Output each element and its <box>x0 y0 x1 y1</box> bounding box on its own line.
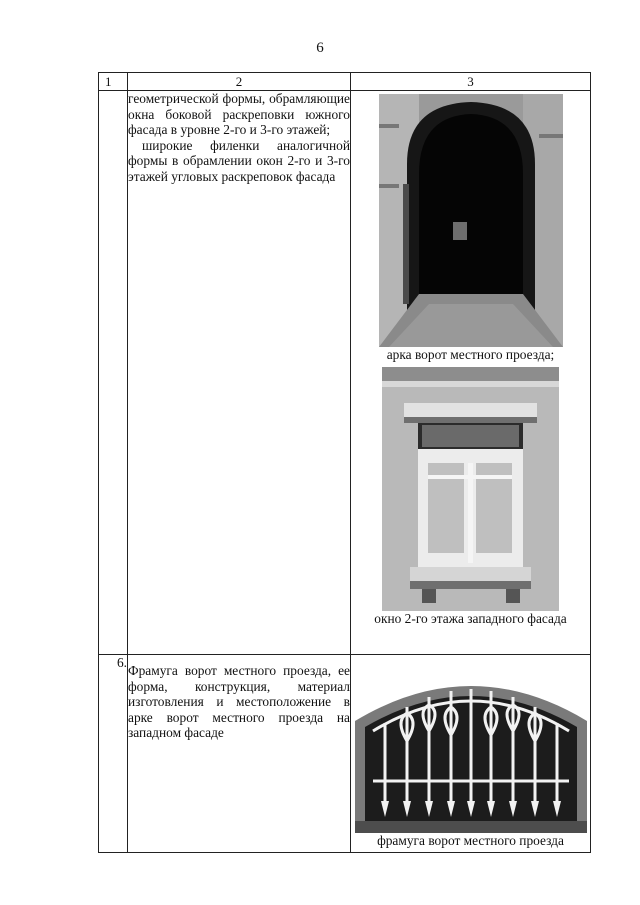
row-description: Фрамуга ворот местного проезда, ее форма, конструкция, материал изготовления и местоположение в арке ворот местного проезда на западном фасаде <box>128 655 351 853</box>
row-figures <box>351 655 591 853</box>
row-number: 6. <box>99 655 128 853</box>
row-description <box>128 91 351 655</box>
arch-photo <box>379 94 563 347</box>
table-row <box>99 91 591 655</box>
page-number: 6 <box>316 40 324 56</box>
table-header-row <box>99 73 591 91</box>
header-col-2: 2 <box>128 73 351 91</box>
row-number <box>99 91 128 655</box>
transom-photo <box>355 661 587 833</box>
header-col-3: 3 <box>351 73 591 91</box>
arch-photo-caption: арка ворот местного проезда; <box>386 347 555 362</box>
window-photo <box>382 367 559 611</box>
table-row <box>99 655 591 853</box>
transom-photo-caption: фрамуга ворот местного проезда <box>377 833 564 848</box>
row-figures <box>351 91 591 655</box>
window-photo-caption: окно 2-го этажа западного фасада <box>374 611 567 626</box>
description-paragraph-1: геометрической формы, обрамляющие окна боковой раскреповки южного фасада в уровне 2-го и 3-го этажей; <box>128 91 350 138</box>
header-col-1: 1 <box>99 73 128 91</box>
heritage-table <box>98 72 591 853</box>
description-paragraph-2: широкие филенки аналогичной формы в обрамлении окон 2-го и 3-го этажей угловых раскреповок фасада <box>128 137 350 184</box>
